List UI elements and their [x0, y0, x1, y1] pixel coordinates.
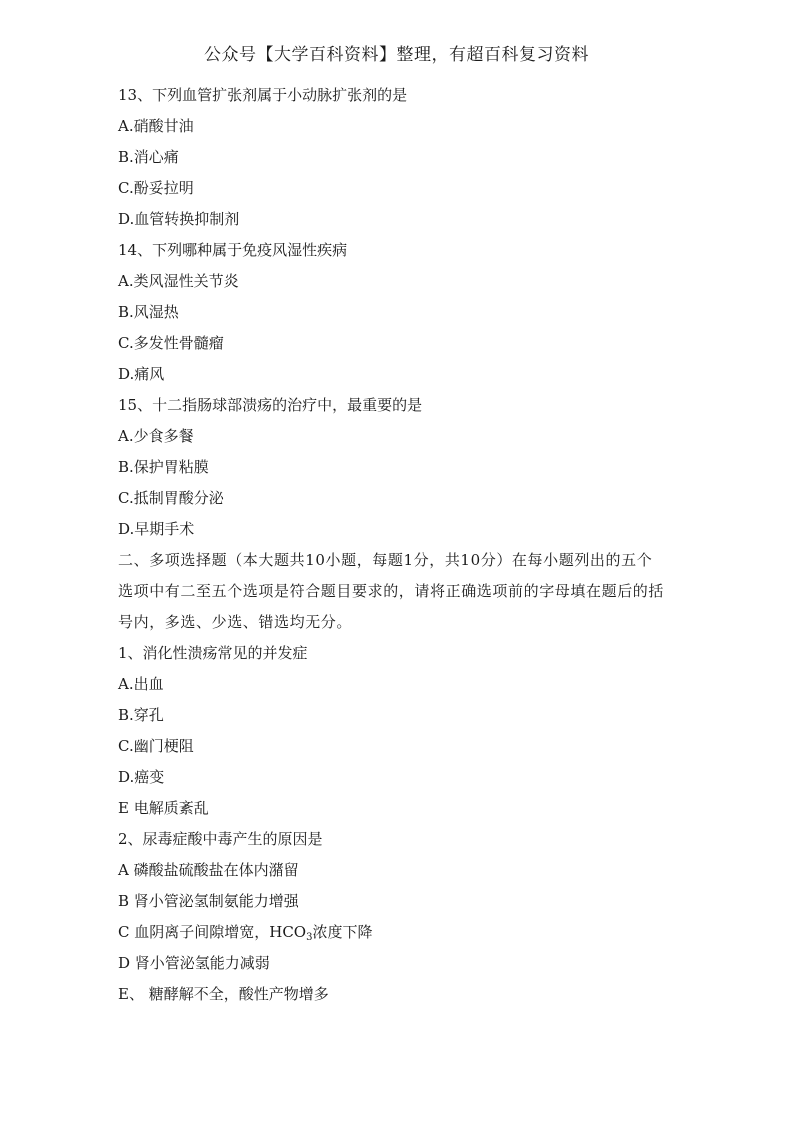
option-b: B 肾小管泌氢制氨能力增强 — [118, 892, 299, 910]
subscript-3: 3 — [306, 932, 313, 943]
option-c: C.多发性骨髓瘤 — [118, 334, 224, 352]
option-d: D.痛风 — [118, 365, 165, 383]
option-c: C.幽门梗阻 — [118, 737, 194, 755]
page-header: 公众号【大学百科资料】整理，有超百科复习资料 — [204, 45, 589, 65]
option-a: A.少食多餐 — [118, 427, 194, 445]
option-a: A.出血 — [118, 675, 164, 693]
option-d: D 肾小管泌氢能力减弱 — [118, 954, 270, 972]
option-b: B.风湿热 — [118, 303, 179, 321]
option-d: D.血管转换抑制剂 — [118, 210, 240, 228]
section-heading-line-1: 二、多项选择题（本大题共10小题，每题1分，共10分）在每小题列出的五个 — [118, 551, 653, 569]
option-a: A.类风湿性关节炎 — [118, 272, 239, 290]
section-heading-line-2: 选项中有二至五个选项是符合题目要求的，请将正确选项前的字母填在题后的括 — [118, 582, 665, 600]
option-e: E 电解质紊乱 — [118, 799, 209, 817]
option-a: A.硝酸甘油 — [118, 117, 194, 135]
option-a: A 磷酸盐硫酸盐在体内潴留 — [118, 861, 299, 879]
option-c: C.抵制胃酸分泌 — [118, 489, 224, 507]
option-c — [118, 917, 678, 948]
question-stem: 15、十二指肠球部溃疡的治疗中，最重要的是 — [118, 396, 423, 414]
section-heading-line-3: 号内，多选、少选、错选均无分。 — [118, 613, 353, 631]
question-stem: 1、消化性溃疡常见的并发症 — [118, 644, 308, 662]
option-b: B.消心痛 — [118, 148, 179, 166]
option-b: B.保护胃粘膜 — [118, 458, 209, 476]
option-b: B.穿孔 — [118, 706, 164, 724]
option-d: D.癌变 — [118, 768, 165, 786]
question-stem: 13、下列血管扩张剂属于小动脉扩张剂的是 — [118, 86, 408, 104]
option-e: E、 糖酵解不全，酸性产物增多 — [118, 985, 329, 1003]
question-stem: 2、尿毒症酸中毒产生的原因是 — [118, 830, 323, 848]
option-c: C.酚妥拉明 — [118, 179, 194, 197]
option-c-suffix: 浓度下降 — [312, 923, 373, 941]
option-c-prefix: C 血阴离子间隙增宽，HCO — [118, 923, 307, 941]
page-content — [118, 80, 678, 1010]
option-d: D.早期手术 — [118, 520, 195, 538]
question-stem: 14、下列哪种属于免疫风湿性疾病 — [118, 241, 348, 259]
